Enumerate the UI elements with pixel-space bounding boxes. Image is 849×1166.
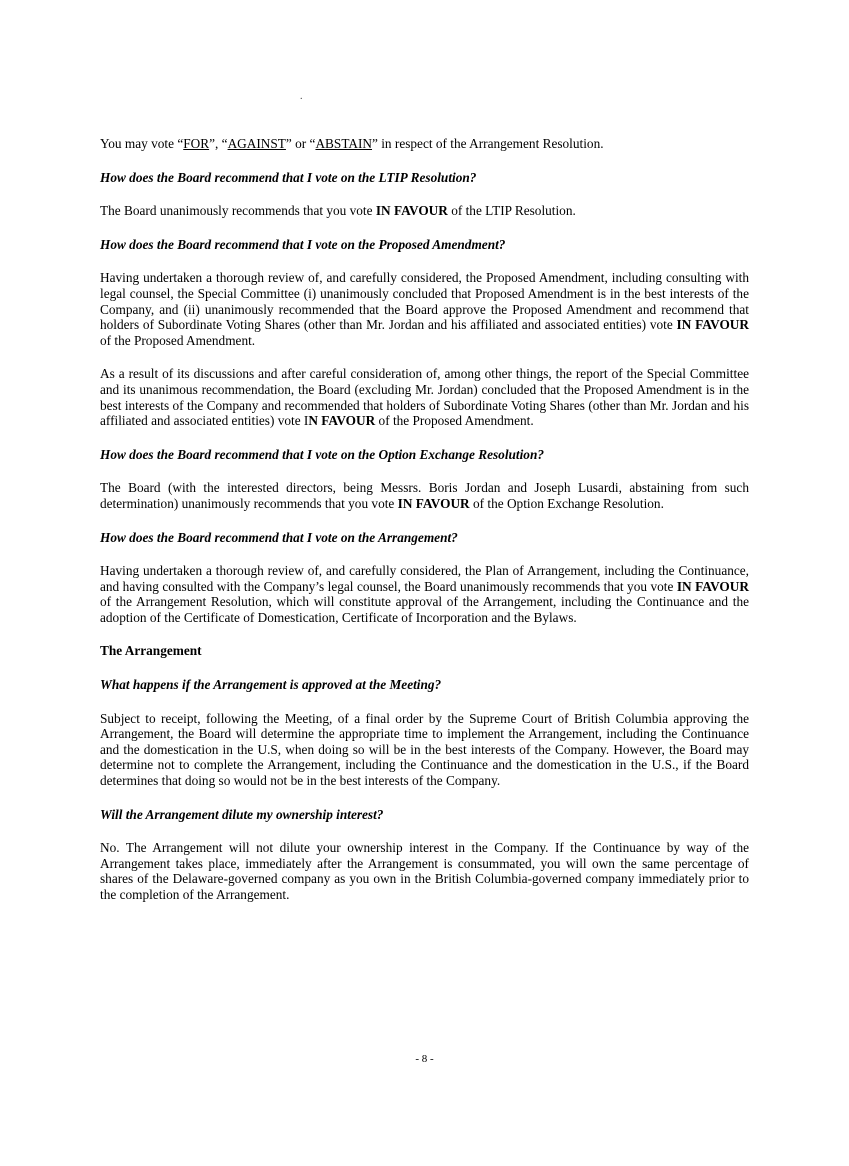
question-dilute: Will the Arrangement dilute my ownership interest? bbox=[100, 806, 384, 822]
answer-dilute: No. The Arrangement will not dilute your ownership interest in the Company. If the Continuance by way of the Arrangement takes place, immediately after the Arrangement is consummated, you will own the same percentage of shares of the Delaware-governed company as you own in the British Columbia-governed company immediately prior to the completion of the Arrangement. bbox=[100, 840, 749, 902]
question-arrangement: How does the Board recommend that I vote on the Arrangement? bbox=[100, 529, 458, 545]
answer-ltip-post: of the LTIP Resolution. bbox=[447, 203, 576, 219]
answer-option-bold: IN FAVOUR bbox=[397, 495, 470, 511]
answer-option-post: of the Option Exchange Resolution. bbox=[469, 495, 664, 511]
answer-arrangement-bold: IN FAVOUR bbox=[676, 578, 749, 594]
page-number: - 8 - bbox=[415, 1053, 434, 1065]
answer-ltip-pre: The Board unanimously recommends that you vote bbox=[100, 203, 376, 219]
vote-option-against: AGAINST bbox=[227, 136, 286, 151]
vote-options-paragraph bbox=[100, 136, 749, 152]
question-ltip: How does the Board recommend that I vote on the LTIP Resolution? bbox=[100, 169, 477, 185]
answer-option-exchange bbox=[100, 480, 749, 511]
section-heading: The Arrangement bbox=[100, 643, 202, 659]
vote-options-pre: You may vote “ bbox=[100, 136, 184, 151]
question-amendment: How does the Board recommend that I vote on the Proposed Amendment? bbox=[100, 236, 506, 252]
question-approved: What happens if the Arrangement is approved at the Meeting? bbox=[100, 677, 442, 693]
answer-option-pre: The Board (with the interested directors, being Messrs. Boris Jordan and Joseph Lusardi, abstaining from such determination) unanimously recommends that you vote bbox=[100, 480, 749, 511]
vote-option-for: FOR bbox=[183, 136, 210, 151]
answer-amendment-1-bold: IN FAVOUR bbox=[676, 317, 749, 333]
answer-amendment-2-bold: N FAVOUR bbox=[308, 413, 376, 429]
vote-options-post: ” in respect of the Arrangement Resolution. bbox=[372, 136, 604, 151]
answer-approved: Subject to receipt, following the Meeting, of a final order by the Supreme Court of British Columbia approving the Arrangement, the Board will determine the appropriate time to implement the Arrangement, including the Continuance and the domestication in the U.S, when doing so will be in the best interests of the Company. However, the Board may determine not to complete the Arrangement, including the Continuance and the domestication in the U.S., if the Board determines that doing so would not be in the best interests of the Company. bbox=[100, 710, 749, 789]
answer-arrangement-pre: Having undertaken a thorough review of, and carefully considered, the Plan of Arrangement, including the Continuance, and having consulted with the Company’s legal counsel, the Board unanimously recommends that you vote bbox=[100, 563, 749, 594]
answer-arrangement-post: of the Arrangement Resolution, which will constitute approval of the Arrangement, including the Continuance and the adoption of the Certificate of Domestication, Certificate of Incorporation and the Bylaws. bbox=[100, 594, 749, 625]
answer-amendment-1-post: of the Proposed Amendment. bbox=[100, 332, 256, 348]
answer-amendment-1 bbox=[100, 270, 749, 348]
document-body bbox=[100, 136, 749, 921]
answer-arrangement bbox=[100, 563, 749, 625]
question-option-exchange: How does the Board recommend that I vote on the Option Exchange Resolution? bbox=[100, 446, 545, 462]
vote-options-sep-2: ” or “ bbox=[285, 136, 316, 151]
answer-ltip bbox=[100, 203, 749, 219]
page-mark: . bbox=[300, 91, 303, 102]
answer-amendment-2-post: of the Proposed Amendment. bbox=[375, 413, 534, 429]
answer-amendment-2 bbox=[100, 366, 749, 428]
answer-amendment-1-pre: Having undertaken a thorough review of, and carefully considered, the Proposed Amendment, including consulting with legal counsel, the Special Committee (i) unanimously concluded that Proposed Amendment is in the best interests of the Company, and (ii) unanimously recommended that the Board approve the Proposed Amendment and recommend that holders of Subordinate Voting Shares (other than Mr. Jordan and his affiliated and associated entities) vote bbox=[100, 270, 749, 333]
answer-amendment-2-pre: As a result of its discussions and after careful consideration of, among other things, the report of the Special Committee and its unanimous recommendation, the Board (excluding Mr. Jordan) concluded that the Proposed Amendment is in the best interests of the Company and recommended that holders of Subordinate Voting Shares (other than Mr. Jordan and his affiliated and associated entities) vote I bbox=[100, 366, 749, 429]
vote-option-abstain: ABSTAIN bbox=[315, 136, 373, 151]
answer-ltip-bold: IN FAVOUR bbox=[375, 203, 448, 219]
vote-options-sep-1: ”, “ bbox=[209, 136, 228, 151]
